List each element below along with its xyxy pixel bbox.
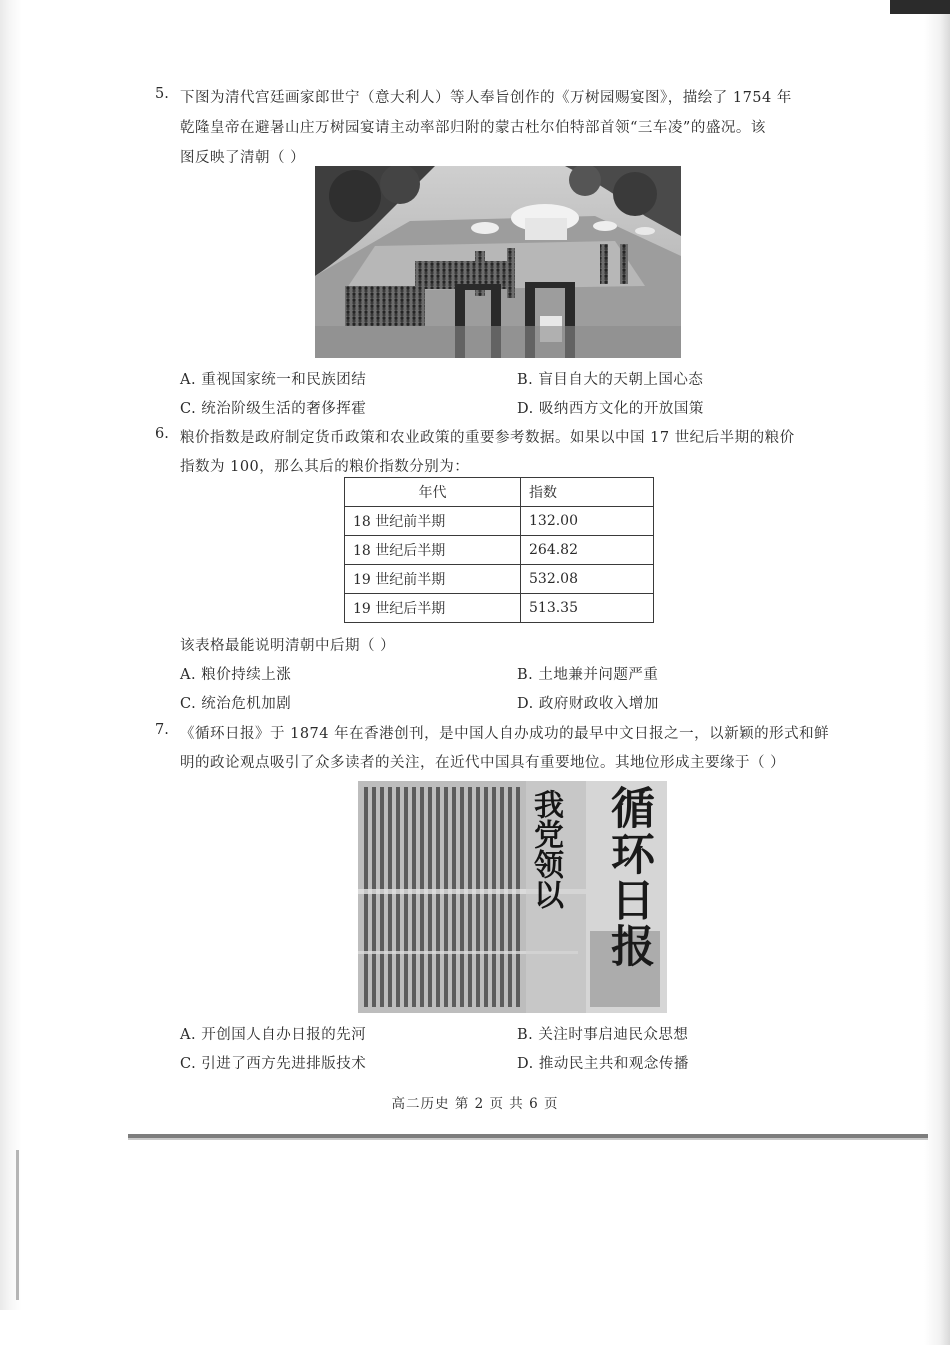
table-header-row: [345, 478, 654, 507]
question-number: 5.: [155, 86, 169, 102]
table-row: [345, 565, 654, 594]
option-d: D. 政府财政收入增加: [517, 696, 659, 712]
question-text-line: 粮价指数是政府制定货币政策和农业政策的重要参考数据。如果以中国 17 世纪后半期的粮价: [180, 430, 795, 446]
question-text-line: 下图为清代宫廷画家郎世宁（意大利人）等人奉旨创作的《万树园赐宴图》，描绘了 1754 年: [180, 90, 792, 106]
option-d: D. 推动民主共和观念传播: [517, 1056, 689, 1072]
table-cell-index: 132.00: [521, 507, 654, 536]
option-c: C. 引进了西方先进排版技术: [180, 1056, 367, 1072]
newspaper-photo: [358, 781, 667, 1013]
table-row: [345, 594, 654, 623]
table-cell-era: 18 世纪前半期: [345, 507, 521, 536]
question-text-line: 《循环日报》于 1874 年在香港创刊，是中国人自办成功的最早中文日报之一，以新颖的形式和鲜: [180, 726, 830, 742]
scan-edge-right: [924, 0, 950, 1345]
page-footer: 高二历史 第 2 页 共 6 页: [391, 1096, 559, 1112]
table-header-era: 年代: [345, 478, 521, 507]
option-a: A. 重视国家统一和民族团结: [180, 372, 367, 388]
table-cell-index: 264.82: [521, 536, 654, 565]
question-text-line: 明的政论观点吸引了众多读者的关注，在近代中国具有重要地位。其地位形成主要缘于（ ）: [180, 755, 786, 771]
option-b: B. 土地兼并问题严重: [517, 667, 659, 683]
table-cell-index: 532.08: [521, 565, 654, 594]
newspaper-headline: 我党领以: [528, 789, 563, 909]
scan-corner: [890, 0, 950, 14]
option-b: B. 盲目自大的天朝上国心态: [517, 372, 704, 388]
table-cell-era: 19 世纪前半期: [345, 565, 521, 594]
table-row: [345, 536, 654, 565]
option-b: B. 关注时事启迪民众思想: [517, 1027, 689, 1043]
option-a: A. 开创国人自办日报的先河: [180, 1027, 367, 1043]
question-prompt: 该表格最能说明清朝中后期（ ）: [180, 638, 396, 654]
newspaper-title: 循环日报: [603, 785, 654, 969]
option-a: A. 粮价持续上涨: [180, 667, 292, 683]
table-header-index: 指数: [521, 478, 654, 507]
question-number: 6.: [155, 426, 169, 442]
question-text-line: 乾隆皇帝在避暑山庄万树园宴请主动率部归附的蒙古杜尔伯特部首领“三车凌”的盛况。该: [180, 120, 766, 136]
scan-edge-left: [0, 0, 22, 1310]
option-d: D. 吸纳西方文化的开放国策: [517, 401, 704, 417]
table-cell-index: 513.35: [521, 594, 654, 623]
question-number: 7.: [155, 722, 169, 738]
banquet-painting-image: [315, 166, 681, 358]
question-text-line: 图反映了清朝（ ）: [180, 150, 306, 166]
option-c: C. 统治危机加剧: [180, 696, 292, 712]
question-text-line: 指数为 100，那么其后的粮价指数分别为：: [180, 459, 470, 475]
option-c: C. 统治阶级生活的奢侈挥霍: [180, 401, 367, 417]
table-cell-era: 19 世纪后半期: [345, 594, 521, 623]
grain-price-table: [344, 477, 654, 623]
page-bottom-rule: [128, 1134, 928, 1138]
table-cell-era: 18 世纪后半期: [345, 536, 521, 565]
banquet-painting-illustration: [315, 166, 681, 358]
table-row: [345, 507, 654, 536]
